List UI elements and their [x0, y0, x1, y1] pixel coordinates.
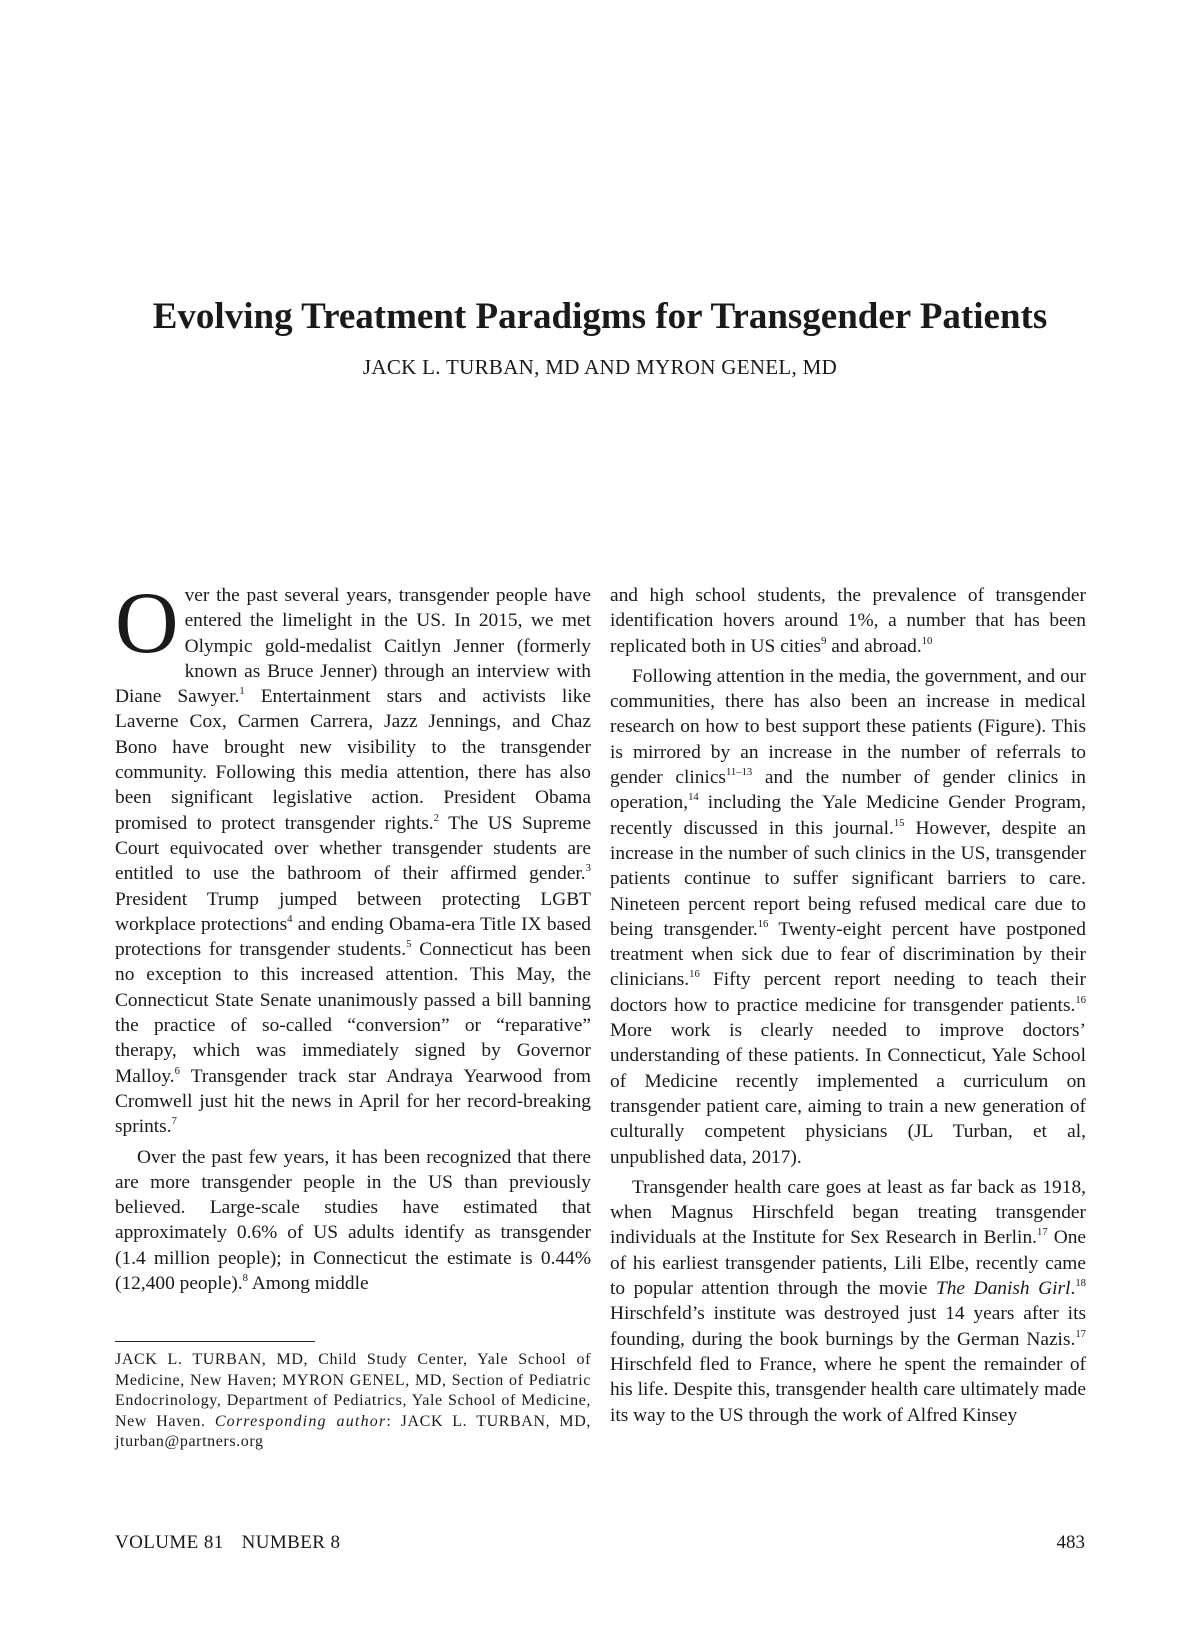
reference-marker: 8: [242, 1272, 248, 1285]
film-title: The Danish Girl: [935, 1278, 1071, 1300]
paragraph: Transgender health care goes at least as far back as 1918, when Magnus Hirschfeld began treating transgender individuals at the Institute for Sex Research in Berlin.$^{17}$ One of his earliest transgender patients, Lili Elbe, recently came to popular attention through the movie The Danish Girl.$^{18}$ Hirschfeld’s institute was destroyed just 14 years after its founding, during the book burnings by the German Nazis.$^{17}$ Hirschfeld fled to France, where he spent the remainder of his life. Despite this, transgender health care ultimately made its way to the US through the work of Alfred Kinsey: [610, 1176, 1086, 1426]
reference-marker: 14: [688, 791, 699, 804]
article-authors: JACK L. TURBAN, MD AND MYRON GENEL, MD: [362, 355, 838, 379]
reference-marker: 18: [1075, 1277, 1086, 1290]
body-column-right: [610, 583, 1086, 1428]
body-column-left: [115, 575, 592, 1296]
reference-marker: 7: [171, 1115, 177, 1128]
reference-marker: 11–13: [725, 766, 753, 779]
reference-marker: 16: [1075, 993, 1086, 1006]
reference-marker: 4: [287, 912, 293, 925]
reference-marker: 5: [406, 938, 412, 951]
reference-marker: 15: [893, 816, 905, 829]
reference-marker: 6: [174, 1064, 180, 1077]
drop-cap: O: [115, 575, 179, 672]
footnote-divider: [115, 1341, 315, 1342]
reference-marker: 2: [433, 811, 439, 824]
author-affiliations: JACK L. TURBAN, MD, Child Study Center, Yale School of Medicine, New Haven; MYRON GENEL, MD, Section of Pediatric Endocrinology, Department of Pediatrics, Yale School of Medicine, New Haven. Corresponding author: JACK L. TURBAN, MD, jturban@partners.org: [115, 1351, 591, 1450]
journal-issue: [115, 1532, 340, 1554]
reference-marker: 3: [585, 862, 591, 875]
paragraph: Over the past few years, it has been recognized that there are more transgender people in the US than previously believed. Large-scale studies have estimated that approximately 0.6% of US adults identify as transgender (1.4 million people); in Connecticut the estimate is 0.44% (12,400 people).$^8$ Among middle: [115, 1146, 591, 1295]
article-title: Evolving Treatment Paradigms for Transgender Patients: [152, 296, 1048, 337]
reference-marker: 9: [821, 634, 827, 647]
paragraph: Following attention in the media, the government, and our communities, there has also been an increase in medical research on how to best support these patients (Figure). This is mirrored by an increase in the number of referrals to gender clinics$^{11-13}$ and the number of gender clinics in operation,$^{14}$ including the Yale Medicine Gender Program, recently discussed in this journal.$^{15}$ However, despite an increase in the number of such clinics in the US, transgender patients continue to suffer significant barriers to care. Nineteen percent report being refused medical care due to being transgender.$^{16}$ Twenty-eight percent have postponed treatment when sick due to fear of discrimination by their clinicians.$^{16}$ Fifty percent report needing to teach their doctors how to practice medicine for transgender patients.$^{16}$ More work is clearly needed to improve doctors’ understanding of these patients. In Connecticut, Yale School of Medicine recently implemented a curriculum on transgender patient care, aiming to train a new generation of culturally competent physicians (JL Turban, et al, unpublished data, 2017).: [610, 665, 1086, 1168]
reference-marker: 16: [689, 968, 700, 981]
reference-marker: 10: [921, 634, 933, 647]
number-label: NUMBER 8: [241, 1532, 341, 1553]
volume-label: VOLUME 81: [115, 1532, 224, 1553]
page-number: 483: [1056, 1532, 1085, 1553]
reference-marker: 17: [1075, 1327, 1086, 1340]
reference-marker: 1: [239, 685, 245, 698]
reference-marker: 17: [1036, 1226, 1048, 1239]
corresponding-label: Corresponding author: [214, 1412, 387, 1430]
paragraph: and high school students, the prevalence of transgender identification hovers around 1%, a number that has been replicated both in US cities$^9$ and abroad.$^{10}$: [610, 585, 1086, 657]
paragraph: Over the past several years, transgender people have entered the limelight in the US. In 2015, we met Olympic gold-medalist Caitlyn Jenner (formerly known as Bruce Jenner) through an interview with Diane Sawyer.$^1$ Entertainment stars and activists like Laverne Cox, Carmen Carrera, Jazz Jennings, and Chaz Bono have brought new visibility to the transgender community. Following this media attention, there has also been significant legislative action. President Obama promised to protect transgender rights.$^2$ The US Supreme Court equivocated over whether transgender students are entitled to use the bathroom of their affirmed gender.$^3$ President Trump jumped between protecting LGBT workplace protections$^4$ and ending Obama-era Title IX based protections for transgender students.$^5$ Connecticut has been no exception to this increased attention. This May, the Connecticut State Senate unanimously passed a bill banning the practice of so-called “conversion” or “reparative” therapy, which was immediately signed by Governor Malloy.$^6$ Transgender track star Andraya Yearwood from Cromwell just hit the news in April for her record-breaking sprints.$^7$: [115, 575, 592, 1138]
reference-marker: 16: [757, 917, 769, 930]
